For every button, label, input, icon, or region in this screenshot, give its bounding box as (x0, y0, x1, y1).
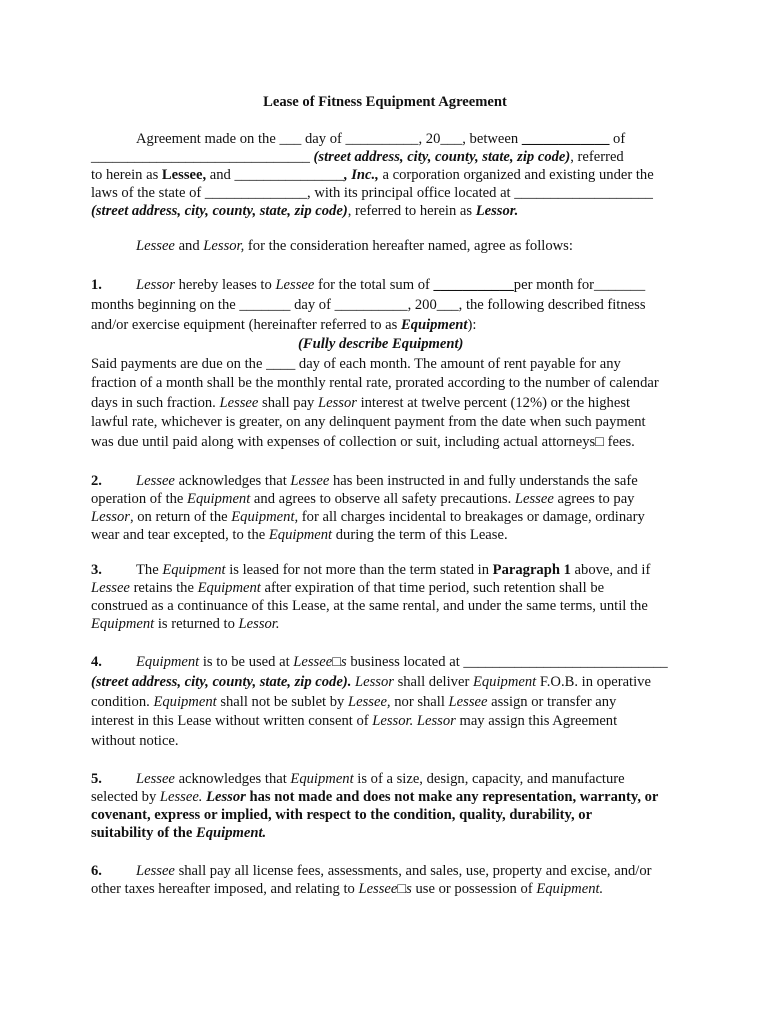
intro-line-2: ______________________________ (street address, city, county, state, zip code), referred (91, 149, 624, 165)
p2-line-3: Lessor, on return of the Equipment, for all charges incidental to breakages or damage, ordinary (91, 509, 645, 525)
p2-line-1: Lessee acknowledges that Lessee has been instructed in and fully understands the safe (136, 473, 638, 489)
p1-line-9: was due until paid along with expenses of collection or suit, including actual attorneys□ fees. (91, 434, 635, 450)
p4-line-3: condition. Equipment shall not be sublet by Lessee, nor shall Lessee assign or transfer any (91, 694, 617, 710)
paragraph-number: 3. (91, 562, 102, 578)
p1-line-5: Said payments are due on the ____ day of each month. The amount of rent payable for any (91, 356, 621, 372)
p3-line-3: construed as a continuance of this Lease, at the same rental, and under the same terms, until the (91, 598, 648, 614)
document-title: Lease of Fitness Equipment Agreement (263, 94, 507, 110)
p5-line-1: Lessee acknowledges that Equipment is of a size, design, capacity, and manufacture (136, 771, 625, 787)
intro-line-1: Agreement made on the ___ day of __________, 20___, between ____________ of (136, 131, 626, 147)
paragraph-number: 4. (91, 654, 102, 670)
p4-line-4: interest in this Lease without written consent of Lessor. Lessor may assign this Agreement (91, 713, 618, 729)
p4-line-1: Equipment is to be used at Lessee□s business located at ____________________________ (136, 654, 668, 670)
intro-line-3: to herein as Lessee, and _______________, Inc., a corporation organized and existing under the (91, 167, 654, 183)
p5-line-3: covenant, express or implied, with respect to the condition, quality, durability, or (91, 807, 593, 823)
intro-line-5: (street address, city, county, state, zip code), referred to herein as Lessor. (91, 203, 519, 219)
p2-line-4: wear and tear excepted, to the Equipment during the term of this Lease. (91, 527, 508, 543)
p3-line-2: Lessee retains the Equipment after expiration of that time period, such retention shall be (91, 580, 605, 596)
paragraph-number: 6. (91, 863, 102, 879)
p1-line-6: fraction of a month shall be the monthly rental rate, prorated according to the number of calendar (91, 375, 659, 391)
p1-line-7: days in such fraction. Lessee shall pay Lessor interest at twelve percent (12%) or the highest (91, 395, 631, 411)
p2-line-2: operation of the Equipment and agrees to observe all safety precautions. Lessee agrees to pay (91, 491, 635, 507)
p6-line-1: Lessee shall pay all license fees, assessments, and sales, use, property and excise, and/or (136, 863, 652, 879)
p1-line-4: (Fully describe Equipment) (298, 336, 464, 352)
p6-line-2: other taxes hereafter imposed, and relating to Lessee□s use or possession of Equipment. (91, 881, 604, 897)
intro-line-4: laws of the state of ______________, with its principal office located at ___________________ (91, 185, 653, 201)
recital-line: Lessee and Lessor, for the consideration hereafter named, agree as follows: (136, 238, 573, 254)
p4-line-5: without notice. (91, 733, 179, 749)
p5-line-2: selected by Lessee. Lessor has not made and does not make any representation, warranty, or (91, 789, 659, 805)
p1-line-8: lawful rate, whichever is greater, on any delinquent payment from the date when such payment (91, 414, 646, 430)
p1-line-3: and/or exercise equipment (hereinafter referred to as Equipment): (91, 317, 477, 333)
p5-line-4: suitability of the Equipment. (91, 825, 267, 841)
p1-line-1: Lessor hereby leases to Lessee for the total sum of ___________per month for_______ (136, 277, 646, 293)
paragraph-number: 5. (91, 771, 102, 787)
paragraph-number: 1. (91, 277, 102, 293)
p3-line-1: The Equipment is leased for not more than the term stated in Paragraph 1 above, and if (136, 562, 651, 578)
p4-line-2: (street address, city, county, state, zip code). Lessor shall deliver Equipment F.O.B. in operative (91, 674, 651, 690)
p3-line-4: Equipment is returned to Lessor. (91, 616, 280, 632)
p1-line-2: months beginning on the _______ day of __________, 200___, the following described fitness (91, 297, 646, 313)
paragraph-number: 2. (91, 473, 102, 489)
